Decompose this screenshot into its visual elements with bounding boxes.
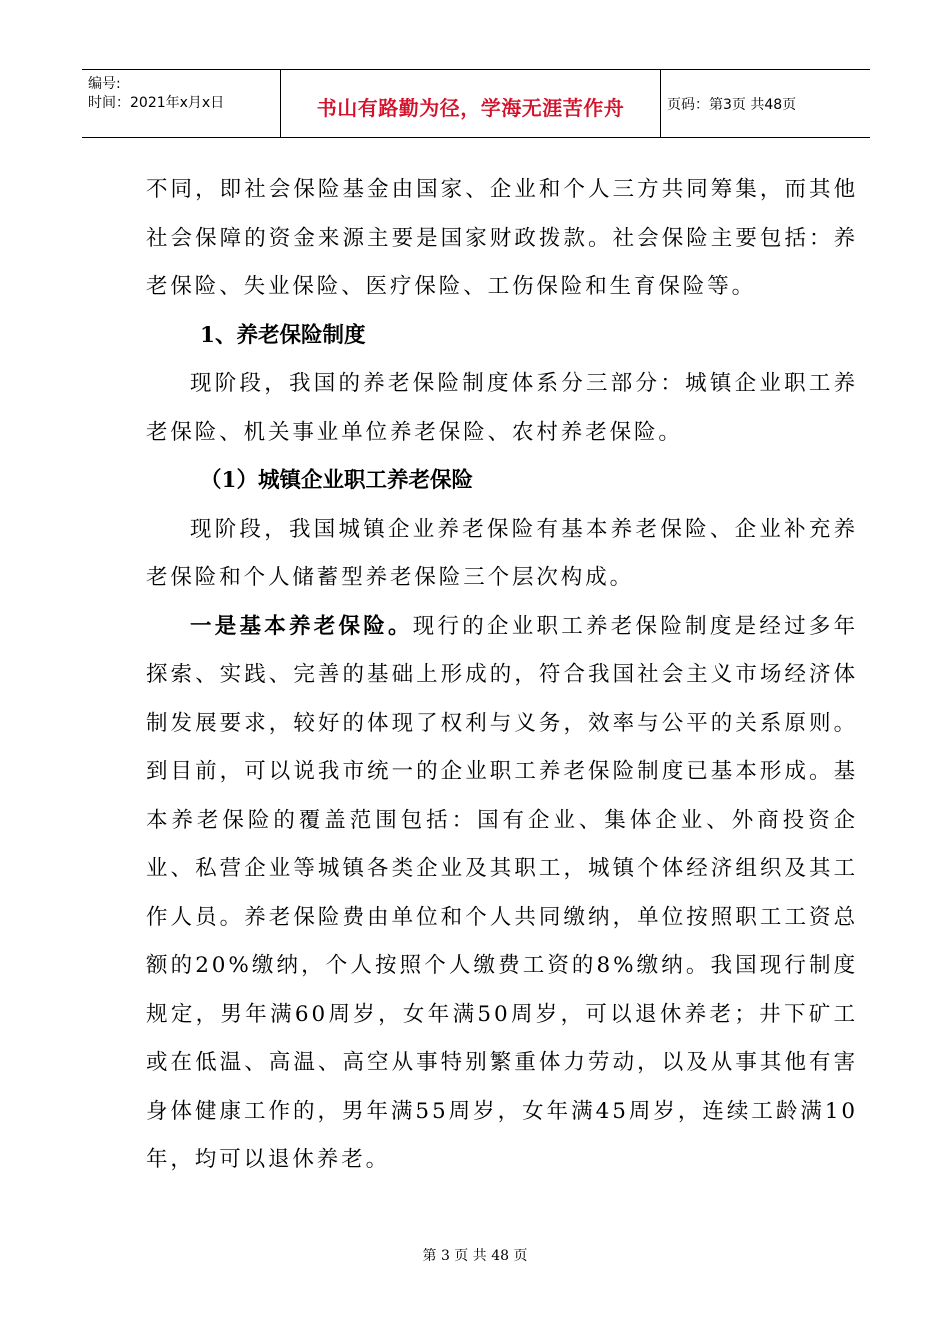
paragraph-4 [146, 603, 858, 1185]
document-body [146, 166, 858, 1185]
page-header [82, 69, 870, 138]
header-meta-cell [82, 70, 281, 137]
header-page-info: 页码：第3页 共48页 [667, 97, 797, 113]
header-page-cell [661, 70, 870, 137]
paragraph-2: 现阶段，我国的养老保险制度体系分三部分：城镇企业职工养老保险、机关事业单位养老保险、农村养老保险。 [146, 371, 858, 445]
paragraph-4-body: 现行的企业职工养老保险制度是经过多年探索、实践、完善的基础上形成的，符合我国社会主义市场经济体制发展要求，较好的体现了权利与义务，效率与公平的关系原则。到目前，可以说我市统一的企业职工养老保险制度已基本形成。基本养老保险的覆盖范围包括：国有企业、集体企业、外商投资企业、私营企业等城镇各类企业及其职工，城镇个体经济组织及其工作人员。养老保险费由单位和个人共同缴纳，单位按照职工工资总额的20%缴纳，个人按照个人缴费工资的8%缴纳。我国现行制度规定，男年满60周岁，女年满50周岁，可以退休养老；井下矿工或在低温、高温、高空从事特别繁重体力劳动，以及从事其他有害身体健康工作的，男年满55周岁，女年满45周岁，连续工龄满10年，均可以退休养老。 [146, 613, 858, 1172]
motto-text: 书山有路勤为径，学海无涯苦作舟 [316, 96, 625, 120]
section-heading-1: 1、养老保险制度 [200, 322, 366, 348]
paragraph-4-lead: 一是基本养老保险。 [190, 613, 413, 639]
paragraph-1: 不同，即社会保险基金由国家、企业和个人三方共同筹集，而其他社会保障的资金来源主要是国家财政拨款。社会保险主要包括：养老保险、失业保险、医疗保险、工伤保险和生育保险等。 [146, 177, 858, 299]
paragraph-3: 现阶段，我国城镇企业养老保险有基本养老保险、企业补充养老保险和个人储蓄型养老保险三个层次构成。 [146, 516, 858, 590]
time-label: 时间：2021年x月x日 [88, 95, 225, 111]
number-label: 编号: [88, 76, 121, 92]
page-footer: 第 3 页 共 48 页 [422, 1248, 528, 1264]
section-heading-2: （1）城镇企业职工养老保险 [200, 468, 473, 493]
header-motto-cell [281, 70, 661, 137]
